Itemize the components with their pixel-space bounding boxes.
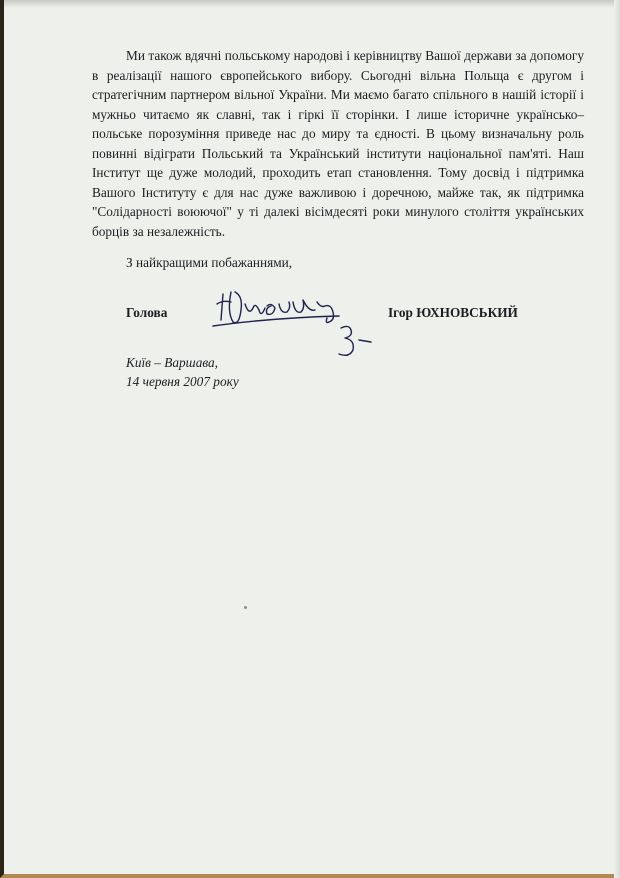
signatory-name: Ігор ЮХНОВСЬКИЙ <box>388 305 518 320</box>
paper-speck <box>244 606 247 609</box>
letter-date: 14 червня 2007 року <box>126 374 239 389</box>
letter-body-paragraph: Ми також вдячні польському народові і керівництву Вашої держави за допомогу в реалізації нашого європейського вибору. Сьогодні вільна Польща є другом і стратегічним партнером вільної України. Ми маємо багато спільного в нашій історії і мужньо читаємо як славні, так і гіркі її сторінки. І лише історичне українсько–польське порозуміння приведе нас до миру та єдності. В цьому визначальну роль повинні відіграти Польський та Український інститути національної пам'яті. Наш Інститут ще дуже молодий, проходить етап становлення. Тому досвід і підтримка Вашого Інституту є для нас дуже важливою і доречною, майже так, як підтримка "Солідарності воюючої" у ті далекі вісімдесяті роки минулого століття українських борців за незалежність. <box>92 48 584 239</box>
letter-closing: З найкращими побажаннями, <box>126 255 293 270</box>
signatory-title: Голова <box>126 305 168 320</box>
scan-top-shadow <box>4 0 620 8</box>
letter-place: Київ – Варшава, <box>126 355 219 370</box>
handwritten-signature <box>209 282 409 377</box>
scan-right-shadow <box>614 0 620 878</box>
